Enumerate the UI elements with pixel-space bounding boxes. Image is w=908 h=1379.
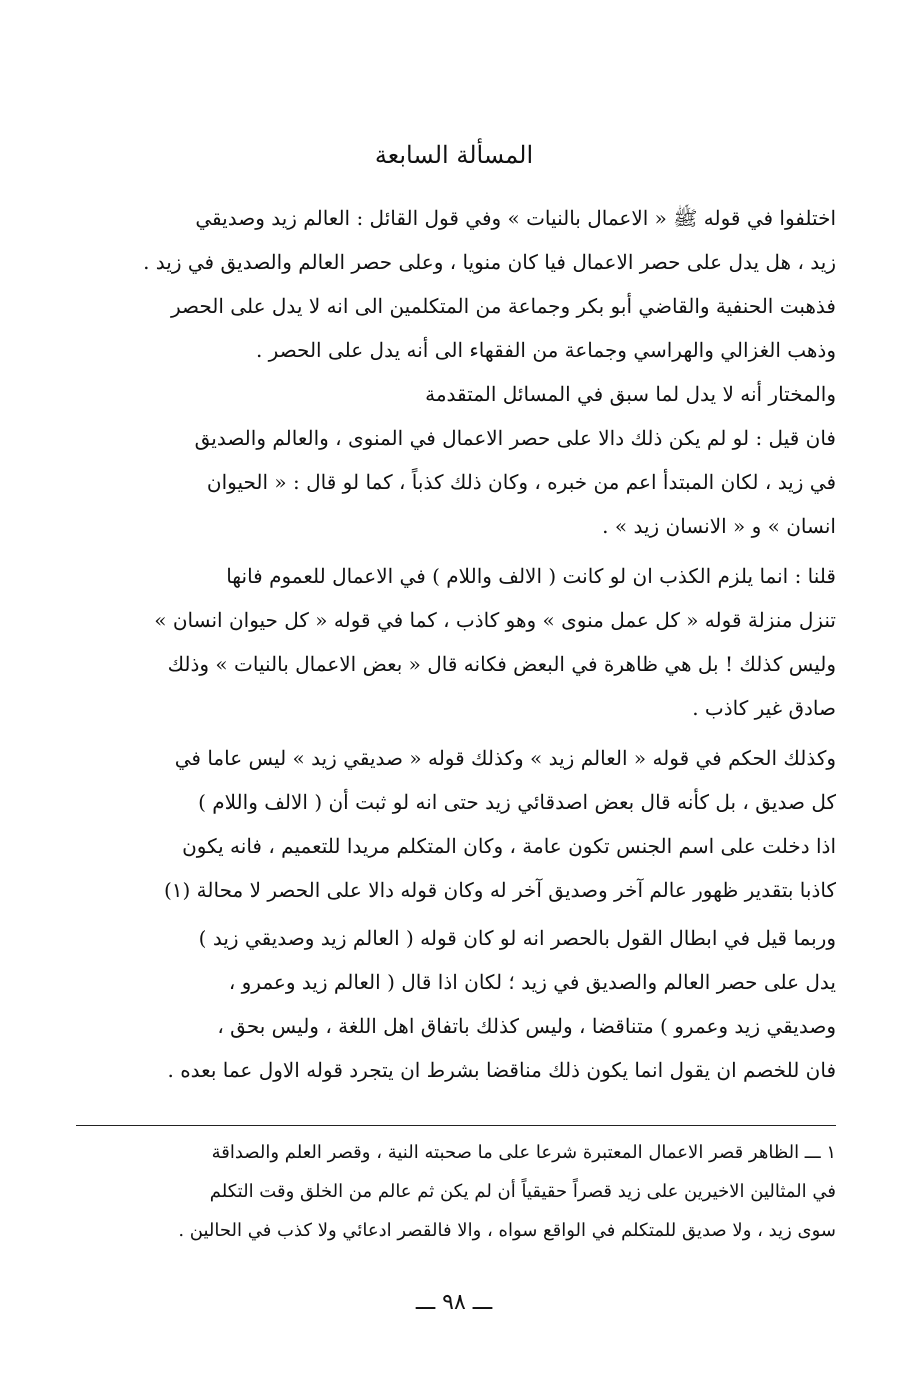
paragraph-4	[76, 554, 836, 730]
paragraph-6	[76, 916, 836, 1092]
text-line: اختلفوا في قوله ﷺ « الاعمال بالنيات » وفي قول القائل : العالم زيد وصديقي	[195, 206, 836, 230]
text-line: والمختار أنه لا يدل لما سبق في المسائل المتقدمة	[425, 382, 836, 406]
text-line: كل صديق ، بل كأنه قال بعض اصدقائي زيد حتى انه لو ثبت أن ( الالف واللام )	[198, 790, 836, 814]
chapter-heading: المسألة السابعة	[374, 141, 534, 169]
footnote-line: في المثالين الاخيرين على زيد قصراً حقيقياً أن لم يكن ثم عالم من الخلق وقت التكلم	[209, 1181, 836, 1202]
text-line: كاذبا بتقدير ظهور عالم آخر وصديق آخر له وكان قوله دالا على الحصر لا محالة (١)	[163, 878, 836, 902]
text-line: زيد ، هل يدل على حصر الاعمال فيا كان منويا ، وعلى حصر العالم والصديق في زيد .	[143, 250, 836, 274]
text-line: انسان » و « الانسان زيد » .	[602, 514, 836, 538]
footnote-line: ١ ـــ الظاهر قصر الاعمال المعتبرة شرعا على ما صحبته النية ، وقصر العلم والصداقة	[211, 1142, 836, 1163]
footnote	[76, 1133, 836, 1250]
text-line: قلنا : انما يلزم الكذب ان لو كانت ( الالف واللام ) في الاعمال للعموم فانها	[226, 564, 836, 588]
text-line: فان للخصم ان يقول انما يكون ذلك مناقضا بشرط ان يتجرد قوله الاول عما بعده .	[167, 1058, 836, 1082]
text-line: وذهب الغزالي والهراسي وجماعة من الفقهاء الى أنه يدل على الحصر .	[255, 338, 836, 362]
footnote-divider	[76, 1125, 836, 1126]
paragraph-3	[76, 416, 836, 548]
text-line: وصديقي زيد وعمرو ) متناقضا ، وليس كذلك باتفاق اهل اللغة ، وليس بحق ،	[217, 1014, 836, 1038]
text-line: في زيد ، لكان المبتدأ اعم من خبره ، وكان ذلك كذباً ، كما لو قال : « الحيوان	[206, 470, 836, 494]
footnote-line: سوى زيد ، ولا صديق للمتكلم في الواقع سواه ، والا فالقصر ادعائي ولا كذب في الحالين .	[178, 1220, 836, 1241]
text-line: وربما قيل في ابطال القول بالحصر انه لو كان قوله ( العالم زيد وصديقي زيد )	[198, 926, 836, 950]
text-line: تنزل منزلة قوله « كل عمل منوى » وهو كاذب ، كما في قوله « كل حيوان انسان »	[154, 608, 836, 632]
paragraph-1	[76, 196, 836, 284]
text-line: فان قيل : لو لم يكن ذلك دالا على حصر الاعمال في المنوى ، والعالم والصديق	[194, 426, 836, 450]
text-line: وليس كذلك ! بل هي ظاهرة في البعض فكانه قال « بعض الاعمال بالنيات » وذلك	[167, 652, 836, 676]
paragraph-5	[76, 736, 836, 912]
text-line: اذا دخلت على اسم الجنس تكون عامة ، وكان المتكلم مريدا للتعميم ، فانه يكون	[182, 834, 836, 858]
body-text	[76, 196, 836, 1092]
text-line: صادق غير كاذب .	[692, 696, 836, 720]
text-line: وكذلك الحكم في قوله « العالم زيد » وكذلك قوله « صديقي زيد » ليس عاما في	[174, 746, 836, 770]
paragraph-2	[76, 284, 836, 416]
text-line: فذهبت الحنفية والقاضي أبو بكر وجماعة من المتكلمين الى انه لا يدل على الحصر	[170, 294, 836, 318]
page-number: ـــ ٩٨ ـــ	[415, 1290, 493, 1315]
text-line: يدل على حصر العالم والصديق في زيد ؛ لكان اذا قال ( العالم زيد وعمرو ،	[228, 970, 836, 994]
